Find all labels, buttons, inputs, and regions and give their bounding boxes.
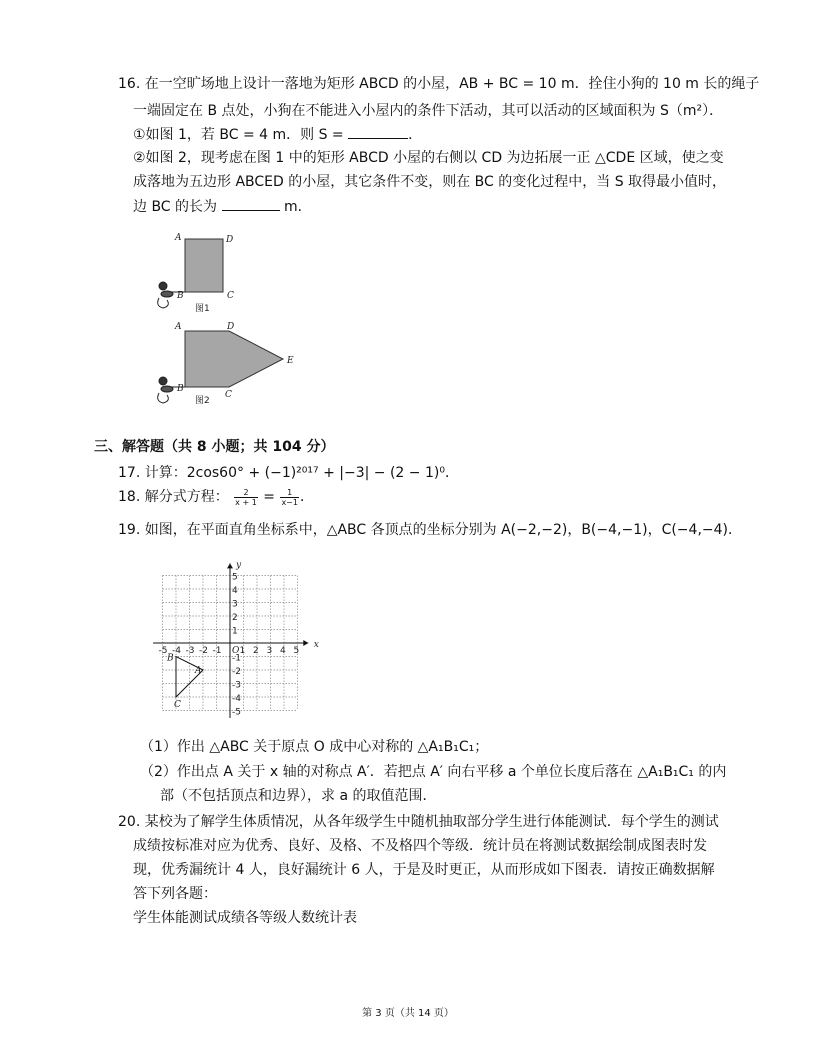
q16-line4: ②如图 2，现考虑在图 1 中的矩形 ABCD 小屋的右侧以 CD 为边拓展一正 △CDE 区域，使之变 bbox=[133, 150, 724, 166]
q20-table-title: 学生体能测试成绩各等级人数统计表 bbox=[133, 910, 357, 926]
y-tick-label: 1 bbox=[232, 626, 238, 637]
section-3-heading: 三、解答题（共 8 小题；共 104 分） bbox=[94, 439, 335, 455]
fig1-label-A: A bbox=[175, 233, 182, 243]
point-C-label: C bbox=[174, 700, 181, 710]
q18-right-fraction bbox=[280, 488, 299, 507]
x-tick-label: -2 bbox=[199, 646, 208, 656]
q16-line5: 成落地为五边形 ABCED 的小屋，其它条件不变，则在 BC 的变化过程中，当 S 取得最小值时， bbox=[133, 174, 727, 190]
x-tick-label: 4 bbox=[280, 646, 286, 656]
q19-part3: 部（不包括顶点和边界），求 a 的取值范围． bbox=[160, 788, 437, 804]
q18-prefix: 18. 解分式方程： bbox=[118, 489, 229, 505]
x-tick-label: -1 bbox=[212, 646, 222, 656]
x-tick-label: 5 bbox=[293, 646, 300, 656]
q16-part1-text: ①如图 1，若 BC = 4 m．则 S = bbox=[133, 127, 344, 143]
q18-right-den: x−1 bbox=[281, 497, 298, 507]
y-tick-label: -4 bbox=[232, 694, 241, 704]
coordinate-grid-figure bbox=[148, 556, 320, 718]
y-tick-label: -5 bbox=[232, 707, 241, 718]
q18-equals: = bbox=[263, 489, 275, 505]
q16-line3 bbox=[133, 124, 422, 145]
y-axis-arrow bbox=[227, 563, 233, 568]
q18-left-den: x + 1 bbox=[235, 497, 257, 507]
x-tick-label: 1 bbox=[239, 646, 246, 656]
q18-left-fraction bbox=[234, 488, 258, 507]
fig2-label-D: D bbox=[227, 322, 235, 332]
fig1-rectangle bbox=[185, 239, 223, 292]
q16-line1: 16. 在一空旷场地上设计一落地为矩形 ABCD 的小屋，AB + BC = 10 m．拴住小狗的 10 m 长的绳子 bbox=[118, 76, 760, 92]
q16-line6 bbox=[133, 196, 312, 217]
y-tick-label: -2 bbox=[232, 667, 241, 677]
fig1-label-C: C bbox=[227, 291, 234, 301]
x-tick-label: -5 bbox=[158, 646, 168, 656]
q19: 19. 如图，在平面直角坐标系中，△ABC 各顶点的坐标分别为 A(−2,−2)，B(−4,−1)，C(−4,−4)． bbox=[118, 522, 742, 538]
fig2-label-B: B bbox=[177, 384, 184, 394]
q18 bbox=[118, 487, 314, 507]
q16-answer-blank-2[interactable] bbox=[222, 196, 280, 211]
fig1-label-D: D bbox=[226, 235, 234, 245]
q16-line2: 一端固定在 B 点处，小狗在不能进入小屋内的条件下活动，其可以活动的区域面积为 S（m²）． bbox=[133, 103, 724, 119]
y-tick-label: -3 bbox=[232, 680, 241, 691]
figure-2 bbox=[145, 317, 305, 409]
y-tick-label: 3 bbox=[232, 599, 238, 610]
x-axis-arrow bbox=[303, 640, 308, 646]
point-B-label: B bbox=[167, 653, 174, 664]
figure-1 bbox=[145, 228, 255, 318]
x-tick-label: 3 bbox=[266, 646, 273, 656]
fig2-label-A: A bbox=[175, 322, 182, 332]
page-footer: 第 3 页（共 14 页） bbox=[362, 1008, 454, 1019]
y-tick-label: -1 bbox=[232, 653, 241, 664]
q16-part2-text: 边 BC 的长为 bbox=[133, 199, 218, 215]
q16-part2-unit: m． bbox=[283, 199, 312, 215]
q16-answer-blank-1[interactable] bbox=[348, 124, 408, 139]
fig1-label-B: B bbox=[177, 291, 184, 301]
q20-line1: 20. 某校为了解学生体质情况，从各年级学生中随机抽取部分学生进行体能测试．每个学生的测试 bbox=[118, 814, 719, 830]
q20-line3: 现，优秀漏统计 4 人，良好漏统计 6 人，于是及时更正，从而形成如下图表．请按正确数据解 bbox=[133, 862, 715, 878]
q18-right-num: 1 bbox=[280, 488, 299, 498]
fig2-label-E: E bbox=[287, 356, 294, 366]
x-tick-label: 2 bbox=[253, 646, 259, 656]
q20-line2: 成绩按标准对应为优秀、良好、及格、不及格四个等级．统计员在将测试数据绘制成图表时发 bbox=[133, 838, 707, 854]
x-axis-label: x bbox=[313, 640, 319, 650]
q20-line4: 答下列各题： bbox=[133, 886, 217, 902]
origin-label: O bbox=[232, 646, 240, 656]
x-tick-label: -3 bbox=[185, 646, 195, 656]
fig1-caption: 图1 bbox=[195, 304, 210, 314]
fig2-caption: 图2 bbox=[195, 396, 210, 406]
q17: 17. 计算：2cos60° + (−1)²⁰¹⁷ + |−3| − (2 − 1)⁰． bbox=[118, 465, 459, 481]
fig2-pentagon bbox=[185, 331, 283, 387]
point-A-label: A bbox=[195, 666, 202, 676]
q19-part2: （2）作出点 A 关于 x 轴的对称点 A′．若把点 A′ 向右平移 a 个单位长度后落在 △A₁B₁C₁ 的内 bbox=[140, 764, 727, 780]
q18-left-num: 2 bbox=[234, 488, 258, 498]
x-tick-label: -4 bbox=[172, 646, 181, 656]
q16-part1-end: ． bbox=[408, 127, 423, 143]
y-axis-label: y bbox=[236, 560, 242, 571]
y-tick-label: 4 bbox=[232, 586, 238, 596]
y-tick-label: 2 bbox=[232, 613, 238, 623]
q19-part1: （1）作出 △ABC 关于原点 O 成中心对称的 △A₁B₁C₁； bbox=[140, 739, 489, 755]
y-tick-label: 5 bbox=[232, 572, 238, 583]
q18-suffix: ． bbox=[299, 489, 314, 505]
fig2-label-C: C bbox=[225, 390, 232, 400]
